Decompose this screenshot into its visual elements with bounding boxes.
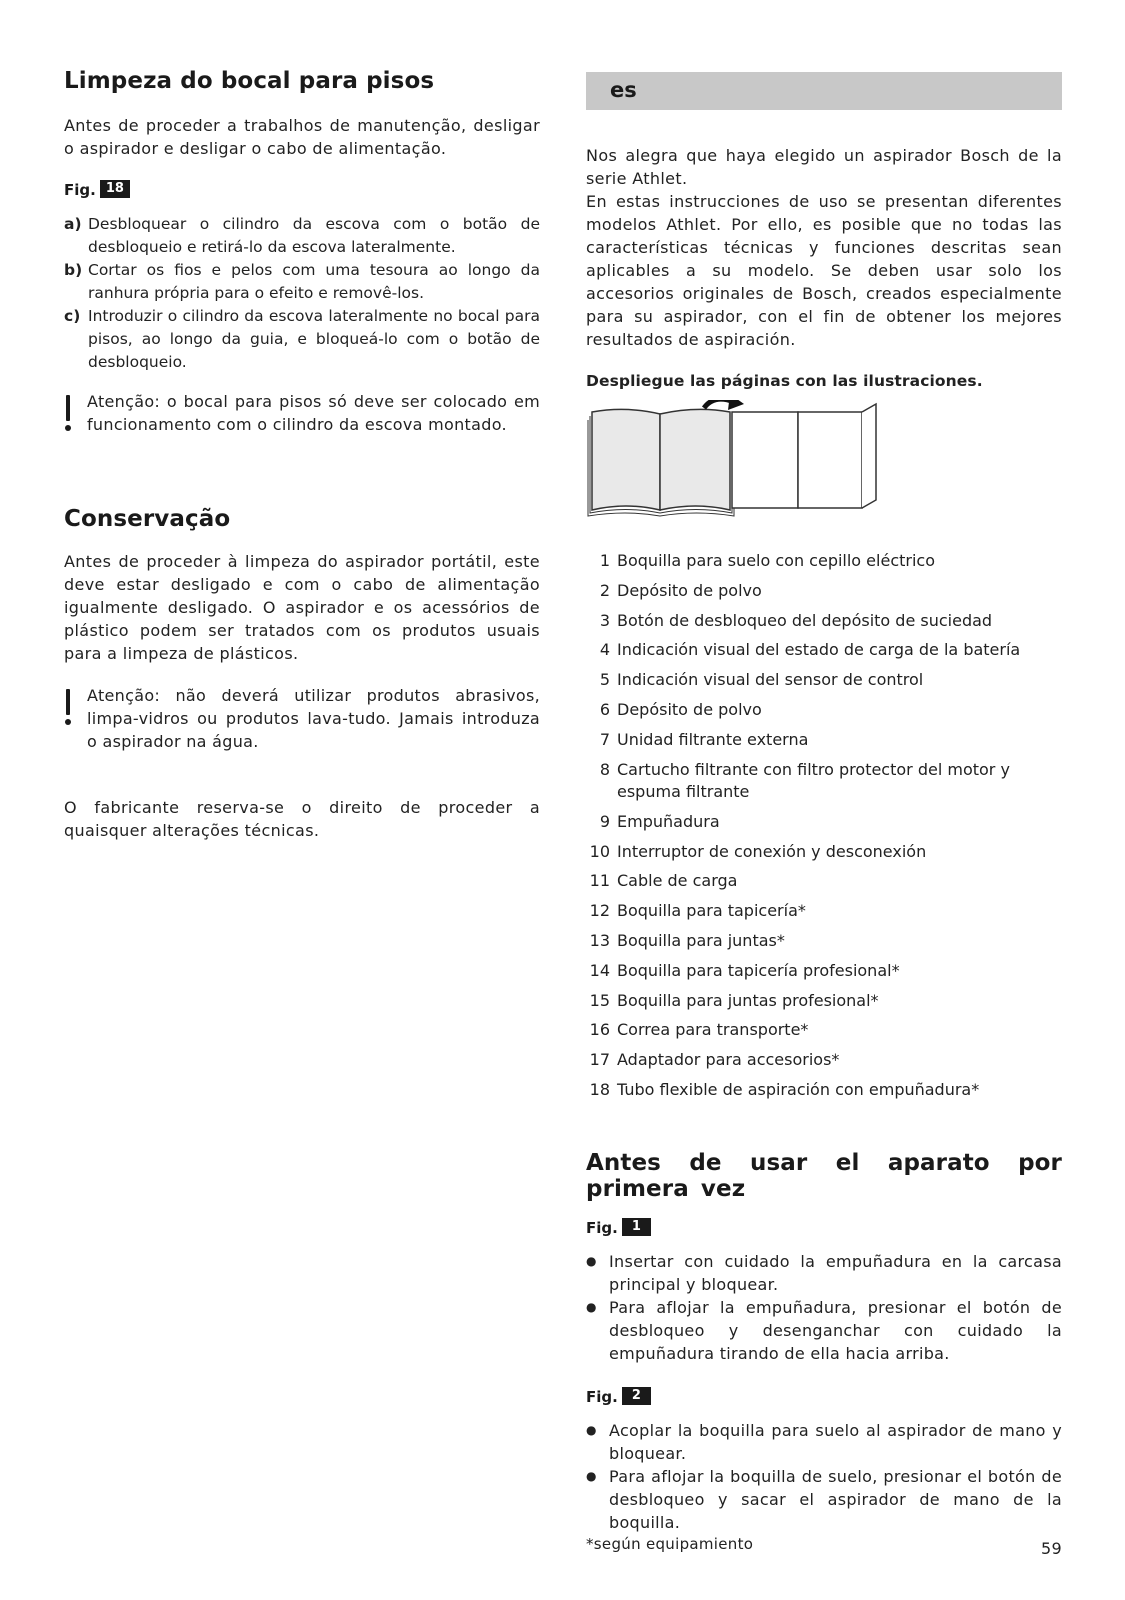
parts-list-item [586,930,1062,953]
fig-2-label [586,1387,651,1406]
part-label: Cartucho filtrante con filtro protector del motor y espuma filtrante [617,759,1010,802]
part-label: Boquilla para tapicería profesional* [617,960,900,980]
bullet-item: ● Insertar con cuidado la empuñadura en la carcasa principal y bloquear. [586,1250,1062,1296]
step-text: Desbloquear o cilindro da escova com o botão de desbloqueio e retirá-lo da escova lateralmente. [88,215,540,256]
parts-list-item [586,699,1062,722]
warning-note [64,684,540,753]
footnote: *según equipamiento [586,1535,754,1553]
parts-list-item [586,1079,1062,1102]
part-number: 3 [599,610,610,630]
part-number: 8 [599,759,610,779]
part-label: Indicación visual del estado de carga de la batería [617,640,1021,660]
parts-list-item [586,759,1062,804]
para-conservacao: Antes de proceder à limpeza do aspirador portátil, este deve estar desligado e com o cabo de alimentação igualmente desligado. O aspirador e os acessórios de plástico podem ser tratados com os produtos usuais para a limpeza de plásticos. [64,552,540,663]
fig-number-badge: 1 [622,1218,651,1236]
part-label: Interruptor de conexión y desconexión [617,841,927,861]
part-number: 7 [599,729,610,749]
fig-number-badge: 18 [100,180,130,198]
fig-number-badge: 2 [622,1387,651,1405]
para-limpeza: Antes de proceder a trabalhos de manutenção, desligar o aspirador e desligar o cabo de alimentação. [64,116,540,158]
part-number: 11 [589,871,610,891]
parts-list-item [586,550,1062,573]
step-text: Cortar os fios e pelos com uma tesoura ao longo da ranhura própria para o efeito e removê-los. [88,261,540,302]
step-list [64,213,540,374]
part-label: Indicación visual del sensor de control [617,670,924,690]
parts-list-item [586,960,1062,983]
intro-para-2: En estas instrucciones de uso se presentan diferentes modelos Athlet. Por ello, es posible que no todas las características técnicas y funciones descritas sean aplicables a su modelo. Se deben usar solo los accesorios originales de Bosch, creados especialmente para su aspirador, con el fin de obtener los mejores resultados de aspiración. [586,192,1062,349]
part-number: 2 [599,580,610,600]
part-number: 12 [589,901,610,921]
part-label: Correa para transporte* [617,1020,809,1040]
part-number: 17 [589,1050,610,1070]
intro-para-1: Nos alegra que haya elegido un aspirador Bosch de la serie Athlet. [586,146,1062,188]
parts-list-item [586,990,1062,1013]
part-number: 15 [589,990,610,1010]
step-text: Introduzir o cilindro da escova lateralmente no bocal para pisos, ao longo da guia, e bloqueá-lo com o botão de desbloqueio. [88,307,540,371]
para-fabricante: O fabricante reserva-se o direito de proceder a quaisquer alterações técnicas. [64,798,540,840]
part-label: Boquilla para juntas* [617,931,785,951]
bullet-item: ● Para aflojar la empuñadura, presionar el botón de desbloqueo y desenganchar con cuidado la empuñadura tirando de ella hacia arriba. [586,1296,1062,1365]
bullet-item: ● Para aflojar la boquilla de suelo, presionar el botón de desbloqueo y sacar el aspirador de mano de la boquilla. [586,1465,1062,1534]
unfold-instruction: Despliegue las páginas con las ilustraciones. [586,372,983,390]
warning-note [64,390,540,436]
part-label: Cable de carga [617,871,738,891]
part-label: Unidad filtrante externa [617,729,809,749]
heading-limpeza: Limpeza do bocal para pisos [64,68,435,94]
part-label: Depósito de polvo [617,699,762,719]
parts-list-item [586,841,1062,864]
fig-label-text: Fig. [586,1219,618,1237]
part-number: 13 [589,931,610,951]
parts-list-item [586,610,1062,633]
step-item [64,305,540,374]
part-number: 1 [599,551,610,570]
fig-18-label [64,180,130,199]
part-number: 18 [589,1080,610,1100]
parts-list-item [586,580,1062,603]
part-label: Boquilla para tapicería* [617,901,806,921]
warning-text: Atenção: não deverá utilizar produtos abrasivos, limpa-vidros ou produtos lava-tudo. Jamais introduza o aspirador na água. [87,686,540,751]
fig-1-label [586,1218,651,1237]
part-number: 4 [599,640,610,660]
parts-list-item [586,870,1062,893]
fig-1-bullets [586,1250,1062,1365]
fig-2-bullets [586,1419,1062,1534]
part-number: 6 [599,699,610,719]
parts-list-item [586,900,1062,923]
page-number: 59 [1041,1539,1062,1558]
part-label: Adaptador para accesorios* [617,1050,840,1070]
part-number: 9 [599,811,610,831]
part-label: Botón de desbloqueo del depósito de suciedad [617,610,993,630]
part-label: Depósito de polvo [617,580,762,600]
part-label: Boquilla para suelo con cepillo eléctrico [617,551,935,570]
step-key: b) [64,261,83,279]
step-key: c) [64,307,81,325]
language-code: es [610,78,637,102]
parts-list-item [586,669,1062,692]
part-number: 10 [589,841,610,861]
parts-list-item [586,1019,1062,1042]
fig-label-text: Fig. [586,1388,618,1406]
part-number: 14 [589,960,610,980]
heading-antes-de-usar: Antes de usar el aparato por primera vez [586,1150,1062,1202]
bullet-item: ● Acoplar la boquilla para suelo al aspirador de mano y bloquear. [586,1419,1062,1465]
step-item [64,259,540,305]
step-item [64,213,540,259]
part-label: Tubo flexible de aspiración con empuñadura* [617,1080,980,1100]
fig-label-text: Fig. [64,181,96,199]
step-key: a) [64,215,82,233]
foldout-pages-illustration [586,400,886,522]
parts-list-item [586,1049,1062,1072]
warning-text: Atenção: o bocal para pisos só deve ser colocado em funcionamento com o cilindro da escova montado. [87,392,540,434]
part-number: 16 [589,1020,610,1040]
parts-list-item [586,729,1062,752]
part-label: Empuñadura [617,811,720,831]
part-number: 5 [599,670,610,690]
heading-conservacao: Conservação [64,506,231,532]
parts-list-item [586,811,1062,834]
parts-list [586,550,1062,1109]
parts-list-item [586,639,1062,662]
language-banner [586,72,1062,110]
part-label: Boquilla para juntas profesional* [617,990,879,1010]
